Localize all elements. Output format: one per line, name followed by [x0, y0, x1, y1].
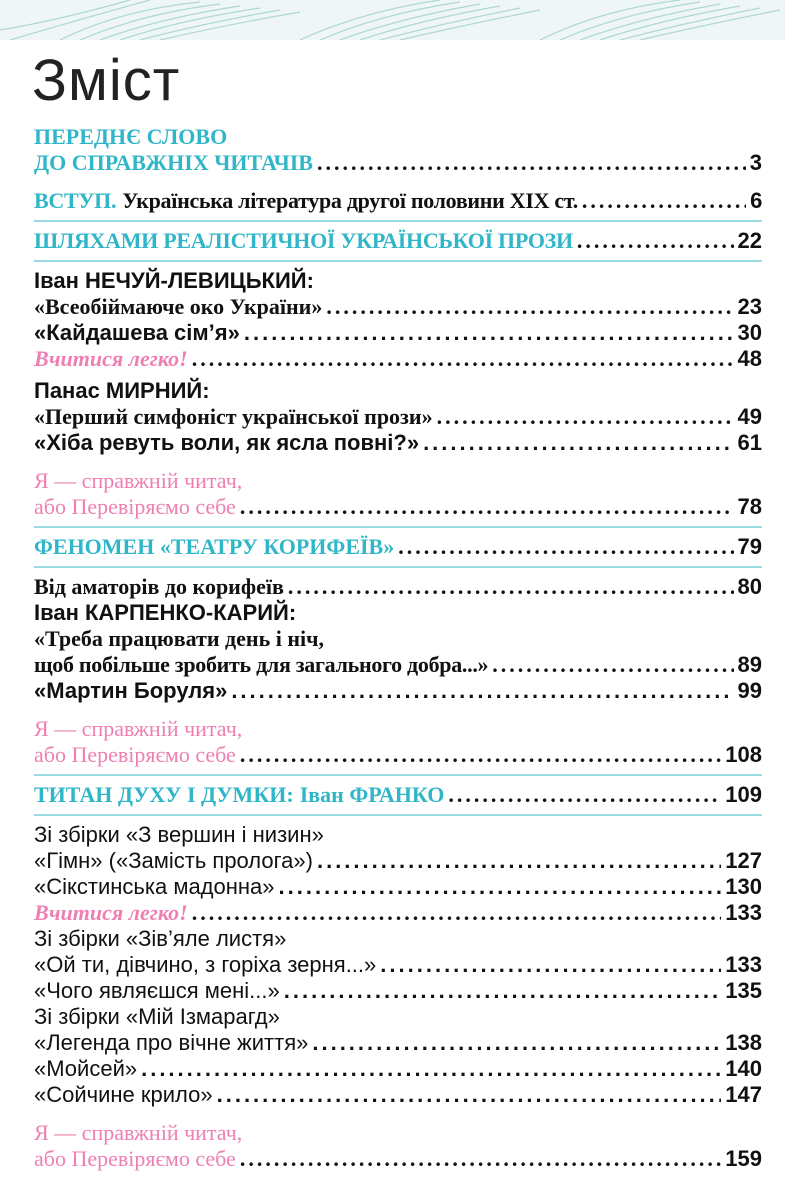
- toc-title: ПЕРЕДНЄ СЛОВО: [34, 124, 228, 149]
- toc-entry[interactable]: [34, 320, 762, 346]
- toc-collection: [34, 1004, 762, 1030]
- page-number: 147: [725, 1082, 762, 1107]
- toc-title: «Кайдашева сім’я»: [34, 320, 240, 345]
- dot-leader: [284, 978, 722, 1004]
- author-name: Панас МИРНИЙ:: [34, 378, 210, 403]
- toc-title: Вчитися легко!: [34, 346, 188, 371]
- toc-collection: [34, 926, 762, 952]
- toc-heading[interactable]: [34, 124, 762, 150]
- dot-leader: [231, 678, 733, 704]
- dot-leader: [448, 782, 721, 808]
- collection-name: Зі збірки «Зів’яле листя»: [34, 926, 287, 951]
- dot-leader: [192, 900, 722, 926]
- page-number: 78: [737, 494, 762, 519]
- page-number: 89: [737, 652, 762, 677]
- dot-leader: [492, 652, 733, 678]
- collection-name: Зі збірки «Мій Ізмарагд»: [34, 1004, 280, 1029]
- page-number: 108: [725, 742, 762, 767]
- dot-leader: [582, 188, 746, 214]
- section-divider: [34, 220, 762, 222]
- feather-pattern-icon: [0, 0, 785, 40]
- toc-title: ФЕНОМЕН «ТЕАТРУ КОРИФЕЇВ»: [34, 534, 395, 559]
- toc-collection: [34, 822, 762, 848]
- toc-title: Від аматорів до корифеїв: [34, 574, 284, 599]
- dot-leader: [279, 874, 722, 900]
- page-number: 109: [725, 782, 762, 807]
- dot-leader: [240, 494, 734, 520]
- toc-entry[interactable]: [34, 1082, 762, 1108]
- dot-leader: [240, 742, 721, 768]
- section-divider: [34, 566, 762, 568]
- page-number: 49: [737, 404, 762, 429]
- page-number: 138: [725, 1030, 762, 1055]
- page-number: 130: [725, 874, 762, 899]
- dot-leader: [312, 1030, 721, 1056]
- toc-entry[interactable]: [34, 978, 762, 1004]
- toc-title: Я — справжній читач,: [34, 1120, 243, 1145]
- toc-entry[interactable]: [34, 430, 762, 456]
- dot-leader: [288, 574, 734, 600]
- toc-entry[interactable]: [34, 952, 762, 978]
- toc-title: «Чого являєшся мені...»: [34, 978, 280, 1003]
- page-number: 80: [737, 574, 762, 599]
- toc-title: «Перший симфоніст української прози»: [34, 404, 433, 429]
- toc-title: «Сікстинська мадонна»: [34, 874, 275, 899]
- toc-entry[interactable]: [34, 228, 762, 254]
- section-divider: [34, 526, 762, 528]
- toc-title: ТИТАН ДУХУ І ДУМКИ:: [34, 782, 294, 807]
- section-divider: [34, 774, 762, 776]
- toc-title: «Треба працювати день і ніч,: [34, 626, 325, 651]
- dot-leader: [317, 848, 721, 874]
- page-number: 6: [750, 188, 762, 213]
- dot-leader: [380, 952, 721, 978]
- dot-leader: [192, 346, 734, 372]
- dot-leader: [577, 228, 734, 254]
- author-name: Іван КАРПЕНКО-КАРИЙ:: [34, 600, 297, 625]
- page-number: 30: [737, 320, 762, 345]
- page-number: 99: [737, 678, 762, 703]
- header-decorative-banner: [0, 0, 785, 40]
- toc-entry[interactable]: [34, 1056, 762, 1082]
- toc-entry[interactable]: [34, 1146, 762, 1172]
- dot-leader: [423, 430, 733, 456]
- toc-entry[interactable]: [34, 626, 762, 652]
- toc-title: «Всеобіймаюче око України»: [34, 294, 323, 319]
- dot-leader: [240, 1146, 721, 1172]
- page-number: 127: [725, 848, 762, 873]
- toc-title: або Перевіряємо себе: [34, 494, 236, 519]
- toc-title: «Сойчине крило»: [34, 1082, 213, 1107]
- toc-heading[interactable]: [34, 716, 762, 742]
- page-number: 133: [725, 952, 762, 977]
- toc-title: Я — справжній читач,: [34, 468, 243, 493]
- toc-author: [34, 268, 762, 294]
- page-title: Зміст: [32, 48, 181, 113]
- toc-title: або Перевіряємо себе: [34, 742, 236, 767]
- page-number: 159: [725, 1146, 762, 1171]
- toc-heading[interactable]: [34, 468, 762, 494]
- toc-entry[interactable]: [34, 494, 762, 520]
- toc-title: «Легенда про вічне життя»: [34, 1030, 309, 1055]
- toc-heading[interactable]: [34, 1120, 762, 1146]
- dot-leader: [326, 294, 733, 320]
- page-number: 79: [737, 534, 762, 559]
- page-number: 133: [725, 900, 762, 925]
- toc-entry[interactable]: [34, 574, 762, 600]
- page-number: 22: [737, 228, 762, 253]
- toc-entry[interactable]: [34, 1030, 762, 1056]
- page-number: 61: [737, 430, 762, 455]
- section-divider: [34, 260, 762, 262]
- toc-entry[interactable]: [34, 874, 762, 900]
- toc-author: [34, 378, 762, 404]
- toc-title: «Мойсей»: [34, 1056, 138, 1081]
- dot-leader: [141, 1056, 721, 1082]
- toc-title: «Ой ти, дівчино, з горіха зерня...»: [34, 952, 377, 977]
- toc-title: «Гімн» («Замість пролога»): [34, 848, 313, 873]
- toc-title: ДО СПРАВЖНІХ ЧИТАЧІВ: [34, 150, 313, 175]
- toc-title: щоб побільше зробить для загального добра...»: [34, 652, 489, 677]
- page-number: 140: [725, 1056, 762, 1081]
- page-number: 135: [725, 978, 762, 1003]
- page-number: 3: [749, 150, 762, 175]
- dot-leader: [317, 150, 746, 176]
- toc-title: Я — справжній читач,: [34, 716, 243, 741]
- toc-title: «Хіба ревуть воли, як ясла повні?»: [34, 430, 420, 455]
- toc-entry[interactable]: [34, 900, 762, 926]
- dot-leader: [437, 404, 734, 430]
- toc-title: або Перевіряємо себе: [34, 1146, 236, 1171]
- toc-subtitle: Українська література другої половини XIX ст.: [122, 188, 578, 213]
- toc-title: «Мартин Боруля»: [34, 678, 228, 703]
- toc-entry[interactable]: [34, 848, 762, 874]
- toc-entry[interactable]: [34, 782, 762, 808]
- toc-entry[interactable]: [34, 534, 762, 560]
- toc-entry[interactable]: [34, 188, 762, 214]
- toc-entry[interactable]: [34, 652, 762, 678]
- dot-leader: [244, 320, 734, 346]
- dot-leader: [217, 1082, 722, 1108]
- toc-entry[interactable]: [34, 742, 762, 768]
- toc-title: Вчитися легко!: [34, 900, 188, 925]
- dot-leader: [398, 534, 733, 560]
- table-of-contents: [34, 124, 762, 1172]
- toc-entry[interactable]: [34, 678, 762, 704]
- collection-name: Зі збірки «З вершин і низин»: [34, 822, 324, 847]
- author-name: Іван НЕЧУЙ-ЛЕВИЦЬКИЙ:: [34, 268, 314, 293]
- toc-subtitle: Іван ФРАНКО: [299, 782, 445, 807]
- toc-title: ШЛЯХАМИ РЕАЛІСТИЧНОЇ УКРАЇНСЬКОЇ ПРОЗИ: [34, 228, 573, 253]
- toc-title: ВСТУП.: [34, 188, 117, 213]
- toc-entry[interactable]: [34, 150, 762, 176]
- page-number: 23: [737, 294, 762, 319]
- section-divider: [34, 814, 762, 816]
- toc-entry[interactable]: [34, 346, 762, 372]
- toc-entry[interactable]: [34, 404, 762, 430]
- toc-author: [34, 600, 762, 626]
- toc-entry[interactable]: [34, 294, 762, 320]
- page-number: 48: [737, 346, 762, 371]
